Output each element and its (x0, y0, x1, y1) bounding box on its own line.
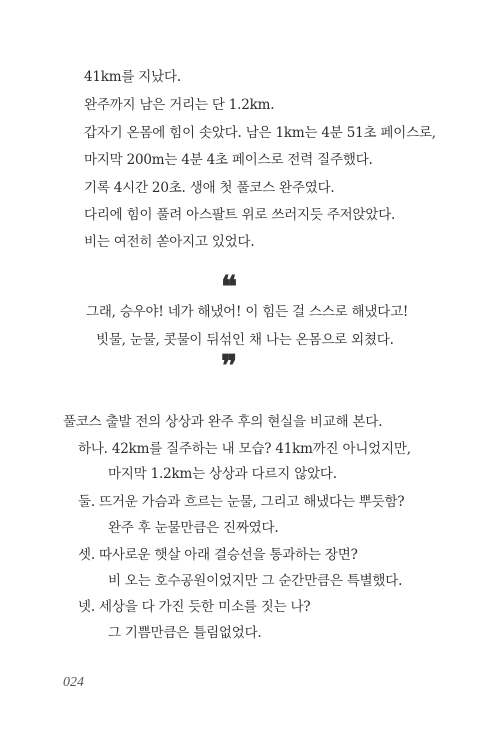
quote-line: 빗물, 눈물, 콧물이 뒤섞인 채 나는 온몸으로 외쳤다. (96, 332, 394, 348)
comparison-reality: 그 기쁨만큼은 틀림없었다. (108, 625, 262, 641)
page-number: 024 (63, 675, 84, 690)
body-text-line: 다리에 힘이 풀려 아스팔트 위로 쓰러지듯 주저앉았다. (84, 207, 396, 223)
comparison-imagine: 하나. 42km를 질주하는 내 모습? 41km까진 아니었지만, (78, 441, 411, 457)
comparison-reality: 마지막 1.2km는 상상과 다르지 않았다. (108, 466, 337, 482)
body-text-line: 마지막 200m는 4분 4초 페이스로 전력 질주했다. (84, 152, 373, 168)
comparison-imagine: 넷. 세상을 다 가진 듯한 미소를 짓는 나? (78, 599, 311, 615)
body-text-line: 갑자기 온몸에 힘이 솟았다. 남은 1km는 4분 51초 페이스로, (84, 125, 436, 141)
body-text-line: 비는 여전히 쏟아지고 있었다. (84, 234, 255, 250)
body-text-line: 기록 4시간 20초. 생애 첫 풀코스 완주였다. (84, 180, 335, 196)
comparison-reality: 완주 후 눈물만큼은 진짜였다. (108, 520, 279, 536)
comparison-imagine: 둘. 뜨거운 가슴과 흐르는 눈물, 그리고 해냈다는 뿌듯함? (78, 494, 405, 510)
quote-line: 그래, 승우야! 네가 해냈어! 이 힘든 걸 스스로 해냈다고! (86, 304, 409, 320)
close-quote-icon: ❞ (221, 349, 238, 384)
comparison-imagine: 셋. 따사로운 햇살 아래 결승선을 통과하는 장면? (78, 547, 358, 563)
body-text-line: 41km를 지났다. (84, 69, 181, 85)
comparison-reality: 비 오는 호수공원이었지만 그 순간만큼은 특별했다. (108, 573, 403, 589)
open-quote-icon: ❝ (221, 270, 238, 305)
comparison-intro: 풀코스 출발 전의 상상과 완주 후의 현실을 비교해 본다. (63, 414, 383, 430)
body-text-line: 완주까지 남은 거리는 단 1.2km. (84, 97, 275, 113)
